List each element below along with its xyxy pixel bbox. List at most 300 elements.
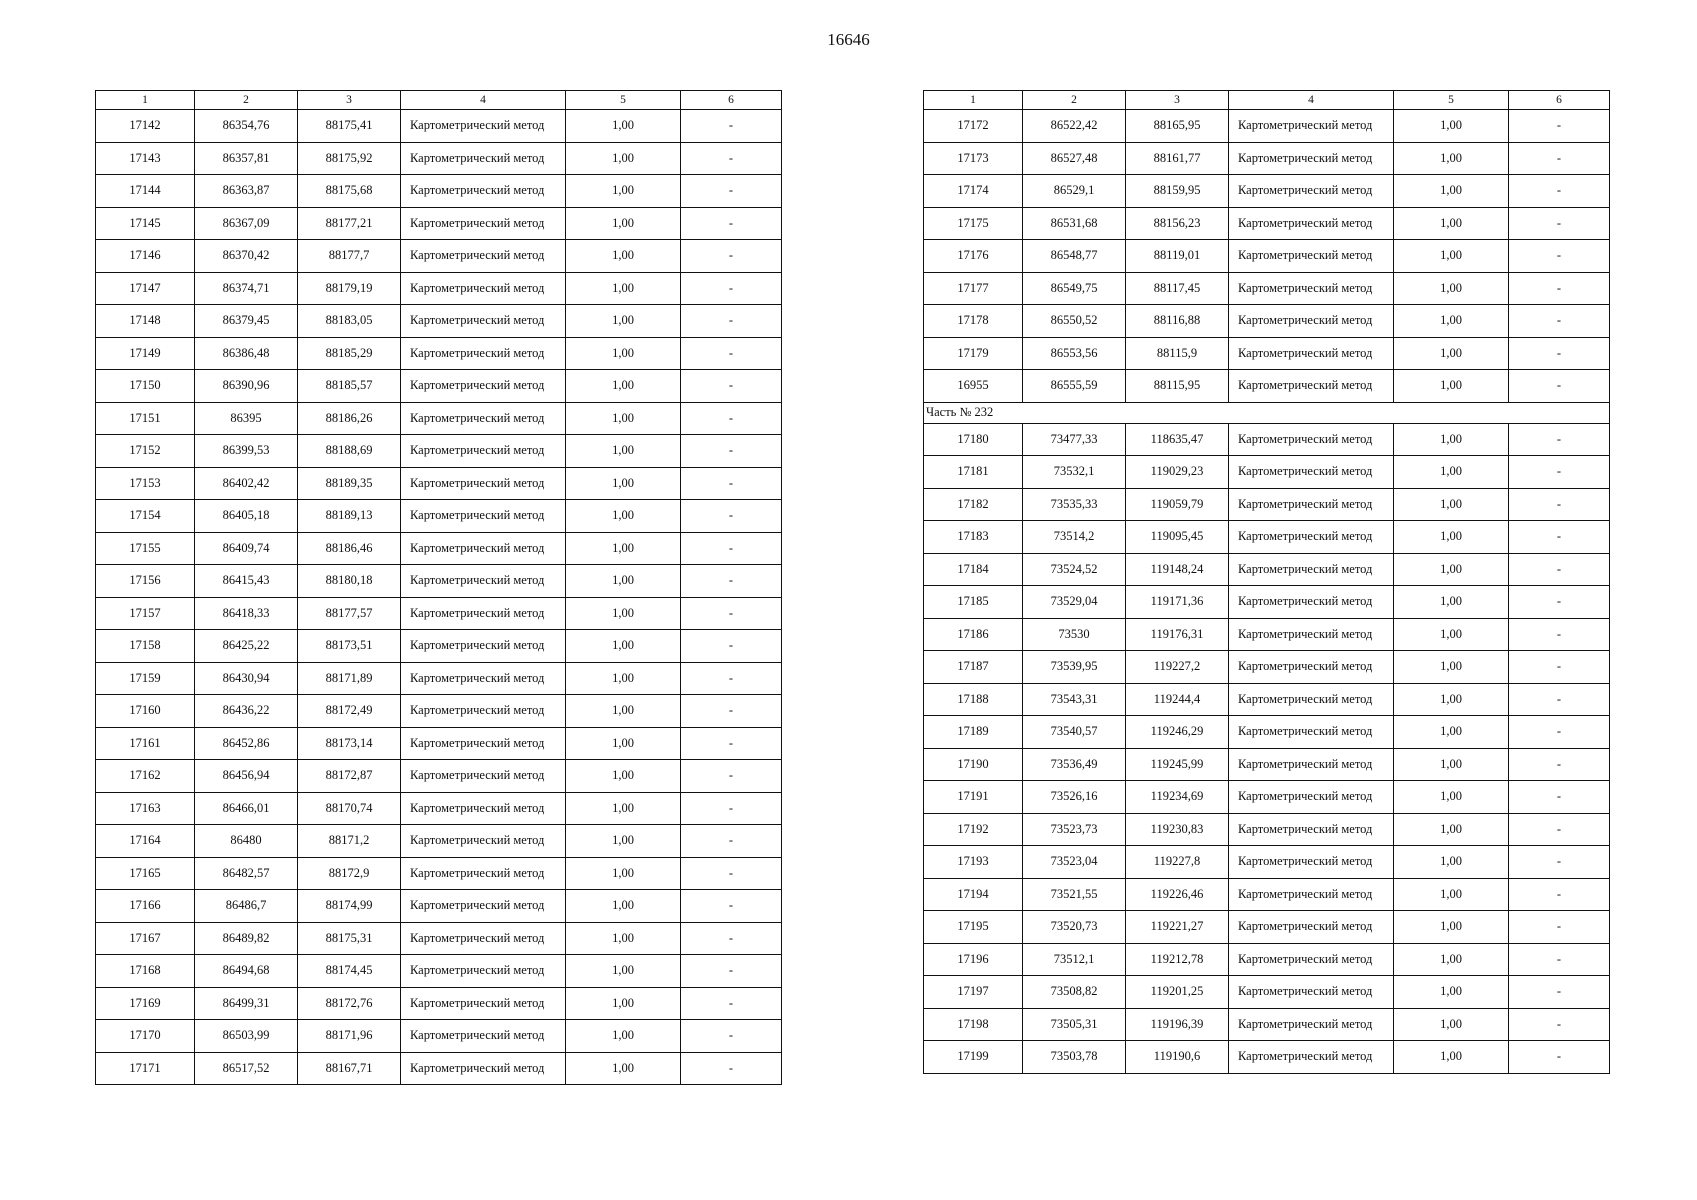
- accuracy-cell: 1,00: [1394, 272, 1509, 305]
- description-cell: -: [681, 467, 782, 500]
- accuracy-cell: 1,00: [1394, 142, 1509, 175]
- accuracy-cell: 1,00: [1394, 456, 1509, 489]
- description-cell: -: [1509, 976, 1610, 1009]
- method-cell: Картометрический метод: [1229, 911, 1394, 944]
- column-header: 6: [1509, 91, 1610, 110]
- y-coordinate-cell: 88115,9: [1126, 337, 1229, 370]
- point-number-cell: 17158: [96, 630, 195, 663]
- accuracy-cell: 1,00: [1394, 748, 1509, 781]
- method-cell: Картометрический метод: [401, 597, 566, 630]
- table-body: [924, 423, 1610, 1073]
- y-coordinate-cell: 88186,26: [298, 402, 401, 435]
- table-row: [924, 878, 1610, 911]
- point-number-cell: 17150: [96, 370, 195, 403]
- x-coordinate-cell: 86482,57: [195, 857, 298, 890]
- method-cell: Картометрический метод: [1229, 272, 1394, 305]
- y-coordinate-cell: 88177,57: [298, 597, 401, 630]
- table-row: [924, 651, 1610, 684]
- table-row: [96, 370, 782, 403]
- accuracy-cell: 1,00: [566, 987, 681, 1020]
- description-cell: -: [1509, 337, 1610, 370]
- y-coordinate-cell: 119201,25: [1126, 976, 1229, 1009]
- description-cell: -: [1509, 1008, 1610, 1041]
- x-coordinate-cell: 86489,82: [195, 922, 298, 955]
- y-coordinate-cell: 119148,24: [1126, 553, 1229, 586]
- table-row: [924, 586, 1610, 619]
- description-cell: -: [681, 370, 782, 403]
- table-row: [924, 370, 1610, 403]
- x-coordinate-cell: 73536,49: [1023, 748, 1126, 781]
- section-row: [924, 402, 1610, 423]
- accuracy-cell: 1,00: [1394, 240, 1509, 273]
- point-number-cell: 17155: [96, 532, 195, 565]
- table-row: [96, 402, 782, 435]
- method-cell: Картометрический метод: [1229, 337, 1394, 370]
- accuracy-cell: 1,00: [1394, 1008, 1509, 1041]
- x-coordinate-cell: 73540,57: [1023, 716, 1126, 749]
- accuracy-cell: 1,00: [566, 532, 681, 565]
- accuracy-cell: 1,00: [566, 435, 681, 468]
- accuracy-cell: 1,00: [1394, 911, 1509, 944]
- description-cell: -: [1509, 240, 1610, 273]
- method-cell: Картометрический метод: [401, 662, 566, 695]
- y-coordinate-cell: 88180,18: [298, 565, 401, 598]
- table-row: [924, 423, 1610, 456]
- column-header: 6: [681, 91, 782, 110]
- table-row: [96, 955, 782, 988]
- x-coordinate-cell: 73539,95: [1023, 651, 1126, 684]
- y-coordinate-cell: 88171,96: [298, 1020, 401, 1053]
- accuracy-cell: 1,00: [1394, 781, 1509, 814]
- method-cell: Картометрический метод: [1229, 651, 1394, 684]
- point-number-cell: 17187: [924, 651, 1023, 684]
- table-row: [924, 1008, 1610, 1041]
- description-cell: -: [681, 175, 782, 208]
- description-cell: -: [1509, 1041, 1610, 1074]
- point-number-cell: 17178: [924, 305, 1023, 338]
- method-cell: Картометрический метод: [1229, 553, 1394, 586]
- accuracy-cell: 1,00: [566, 175, 681, 208]
- point-number-cell: 17161: [96, 727, 195, 760]
- point-number-cell: 17169: [96, 987, 195, 1020]
- accuracy-cell: 1,00: [1394, 305, 1509, 338]
- x-coordinate-cell: 86452,86: [195, 727, 298, 760]
- table-row: [924, 553, 1610, 586]
- description-cell: -: [681, 695, 782, 728]
- method-cell: Картометрический метод: [401, 435, 566, 468]
- point-number-cell: 17184: [924, 553, 1023, 586]
- table-row: [96, 207, 782, 240]
- point-number-cell: 17183: [924, 521, 1023, 554]
- table-row: [924, 142, 1610, 175]
- description-cell: -: [1509, 207, 1610, 240]
- y-coordinate-cell: 88171,89: [298, 662, 401, 695]
- method-cell: Картометрический метод: [401, 857, 566, 890]
- description-cell: -: [681, 272, 782, 305]
- point-number-cell: 17182: [924, 488, 1023, 521]
- x-coordinate-cell: 73503,78: [1023, 1041, 1126, 1074]
- method-cell: Картометрический метод: [401, 500, 566, 533]
- accuracy-cell: 1,00: [1394, 846, 1509, 879]
- method-cell: Картометрический метод: [1229, 423, 1394, 456]
- description-cell: -: [681, 565, 782, 598]
- y-coordinate-cell: 119245,99: [1126, 748, 1229, 781]
- method-cell: Картометрический метод: [1229, 846, 1394, 879]
- accuracy-cell: 1,00: [1394, 175, 1509, 208]
- y-coordinate-cell: 88172,87: [298, 760, 401, 793]
- accuracy-cell: 1,00: [566, 597, 681, 630]
- y-coordinate-cell: 88172,76: [298, 987, 401, 1020]
- method-cell: Картометрический метод: [401, 142, 566, 175]
- y-coordinate-cell: 119190,6: [1126, 1041, 1229, 1074]
- accuracy-cell: 1,00: [566, 630, 681, 663]
- point-number-cell: 17190: [924, 748, 1023, 781]
- method-cell: Картометрический метод: [1229, 943, 1394, 976]
- x-coordinate-cell: 73521,55: [1023, 878, 1126, 911]
- y-coordinate-cell: 88119,01: [1126, 240, 1229, 273]
- description-cell: -: [681, 727, 782, 760]
- x-coordinate-cell: 73523,73: [1023, 813, 1126, 846]
- y-coordinate-cell: 119234,69: [1126, 781, 1229, 814]
- x-coordinate-cell: 73477,33: [1023, 423, 1126, 456]
- method-cell: Картометрический метод: [1229, 521, 1394, 554]
- table-row: [924, 1041, 1610, 1074]
- point-number-cell: 17147: [96, 272, 195, 305]
- table-row: [924, 748, 1610, 781]
- description-cell: -: [681, 532, 782, 565]
- point-number-cell: 17192: [924, 813, 1023, 846]
- table-row: [96, 142, 782, 175]
- description-cell: -: [681, 1020, 782, 1053]
- description-cell: -: [681, 987, 782, 1020]
- method-cell: Картометрический метод: [401, 1020, 566, 1053]
- accuracy-cell: 1,00: [566, 337, 681, 370]
- method-cell: Картометрический метод: [1229, 586, 1394, 619]
- description-cell: -: [1509, 586, 1610, 619]
- point-number-cell: 17176: [924, 240, 1023, 273]
- x-coordinate-cell: 86517,52: [195, 1052, 298, 1085]
- point-number-cell: 17170: [96, 1020, 195, 1053]
- description-cell: -: [681, 207, 782, 240]
- method-cell: Картометрический метод: [1229, 240, 1394, 273]
- y-coordinate-cell: 119221,27: [1126, 911, 1229, 944]
- accuracy-cell: 1,00: [566, 760, 681, 793]
- description-cell: -: [681, 402, 782, 435]
- accuracy-cell: 1,00: [1394, 683, 1509, 716]
- section-label: Часть № 232: [924, 402, 1610, 423]
- method-cell: Картометрический метод: [401, 987, 566, 1020]
- x-coordinate-cell: 86550,52: [1023, 305, 1126, 338]
- y-coordinate-cell: 119176,31: [1126, 618, 1229, 651]
- x-coordinate-cell: 86549,75: [1023, 272, 1126, 305]
- description-cell: -: [1509, 370, 1610, 403]
- y-coordinate-cell: 119230,83: [1126, 813, 1229, 846]
- x-coordinate-cell: 86522,42: [1023, 110, 1126, 143]
- x-coordinate-cell: 86548,77: [1023, 240, 1126, 273]
- method-cell: Картометрический метод: [1229, 456, 1394, 489]
- point-number-cell: 17162: [96, 760, 195, 793]
- table-row: [96, 1052, 782, 1085]
- point-number-cell: 17172: [924, 110, 1023, 143]
- method-cell: Картометрический метод: [1229, 748, 1394, 781]
- description-cell: -: [681, 760, 782, 793]
- point-number-cell: 17196: [924, 943, 1023, 976]
- point-number-cell: 16955: [924, 370, 1023, 403]
- method-cell: Картометрический метод: [401, 727, 566, 760]
- method-cell: Картометрический метод: [401, 370, 566, 403]
- x-coordinate-cell: 73532,1: [1023, 456, 1126, 489]
- point-number-cell: 17199: [924, 1041, 1023, 1074]
- x-coordinate-cell: 73529,04: [1023, 586, 1126, 619]
- table-row: [924, 456, 1610, 489]
- method-cell: Картометрический метод: [1229, 716, 1394, 749]
- point-number-cell: 17173: [924, 142, 1023, 175]
- method-cell: Картометрический метод: [1229, 142, 1394, 175]
- y-coordinate-cell: 88116,88: [1126, 305, 1229, 338]
- description-cell: -: [1509, 911, 1610, 944]
- x-coordinate-cell: 73543,31: [1023, 683, 1126, 716]
- y-coordinate-cell: 88175,92: [298, 142, 401, 175]
- method-cell: Картометрический метод: [1229, 976, 1394, 1009]
- page-number: 16646: [827, 30, 870, 49]
- y-coordinate-cell: 119095,45: [1126, 521, 1229, 554]
- description-cell: -: [1509, 943, 1610, 976]
- accuracy-cell: 1,00: [1394, 370, 1509, 403]
- point-number-cell: 17166: [96, 890, 195, 923]
- accuracy-cell: 1,00: [566, 825, 681, 858]
- accuracy-cell: 1,00: [1394, 618, 1509, 651]
- accuracy-cell: 1,00: [566, 370, 681, 403]
- table-row: [924, 175, 1610, 208]
- point-number-cell: 17177: [924, 272, 1023, 305]
- y-coordinate-cell: 88170,74: [298, 792, 401, 825]
- table-row: [96, 1020, 782, 1053]
- table-row: [96, 435, 782, 468]
- x-coordinate-cell: 73520,73: [1023, 911, 1126, 944]
- table-row: [96, 500, 782, 533]
- description-cell: -: [681, 435, 782, 468]
- method-cell: Картометрический метод: [401, 207, 566, 240]
- accuracy-cell: 1,00: [566, 955, 681, 988]
- description-cell: -: [1509, 813, 1610, 846]
- method-cell: Картометрический метод: [401, 890, 566, 923]
- x-coordinate-cell: 86531,68: [1023, 207, 1126, 240]
- point-number-cell: 17181: [924, 456, 1023, 489]
- accuracy-cell: 1,00: [1394, 488, 1509, 521]
- x-coordinate-cell: 86357,81: [195, 142, 298, 175]
- table-row: [924, 943, 1610, 976]
- description-cell: -: [681, 630, 782, 663]
- accuracy-cell: 1,00: [1394, 423, 1509, 456]
- x-coordinate-cell: 73508,82: [1023, 976, 1126, 1009]
- y-coordinate-cell: 88185,29: [298, 337, 401, 370]
- x-coordinate-cell: 73535,33: [1023, 488, 1126, 521]
- table-row: [96, 597, 782, 630]
- accuracy-cell: 1,00: [566, 110, 681, 143]
- description-cell: -: [681, 662, 782, 695]
- point-number-cell: 17164: [96, 825, 195, 858]
- accuracy-cell: 1,00: [1394, 110, 1509, 143]
- y-coordinate-cell: 119227,8: [1126, 846, 1229, 879]
- x-coordinate-cell: 86415,43: [195, 565, 298, 598]
- table-row: [924, 272, 1610, 305]
- point-number-cell: 17174: [924, 175, 1023, 208]
- point-number-cell: 17159: [96, 662, 195, 695]
- column-header: 1: [924, 91, 1023, 110]
- point-number-cell: 17186: [924, 618, 1023, 651]
- accuracy-cell: 1,00: [1394, 943, 1509, 976]
- point-number-cell: 17160: [96, 695, 195, 728]
- table-row: [96, 857, 782, 890]
- point-number-cell: 17157: [96, 597, 195, 630]
- table-row: [96, 922, 782, 955]
- x-coordinate-cell: 86409,74: [195, 532, 298, 565]
- y-coordinate-cell: 88167,71: [298, 1052, 401, 1085]
- x-coordinate-cell: 86379,45: [195, 305, 298, 338]
- accuracy-cell: 1,00: [1394, 207, 1509, 240]
- coordinates-table-right: [923, 90, 1610, 1074]
- description-cell: -: [681, 890, 782, 923]
- x-coordinate-cell: 86399,53: [195, 435, 298, 468]
- method-cell: Картометрический метод: [401, 467, 566, 500]
- table-row: [96, 890, 782, 923]
- point-number-cell: 17142: [96, 110, 195, 143]
- description-cell: -: [681, 240, 782, 273]
- x-coordinate-cell: 86390,96: [195, 370, 298, 403]
- column-header: 1: [96, 91, 195, 110]
- column-header: 3: [298, 91, 401, 110]
- method-cell: Картометрический метод: [401, 922, 566, 955]
- accuracy-cell: 1,00: [566, 272, 681, 305]
- accuracy-cell: 1,00: [566, 500, 681, 533]
- point-number-cell: 17171: [96, 1052, 195, 1085]
- description-cell: -: [1509, 781, 1610, 814]
- x-coordinate-cell: 86354,76: [195, 110, 298, 143]
- y-coordinate-cell: 119226,46: [1126, 878, 1229, 911]
- x-coordinate-cell: 86402,42: [195, 467, 298, 500]
- description-cell: -: [1509, 110, 1610, 143]
- point-number-cell: 17193: [924, 846, 1023, 879]
- description-cell: -: [1509, 175, 1610, 208]
- table-row: [96, 695, 782, 728]
- y-coordinate-cell: 88174,99: [298, 890, 401, 923]
- x-coordinate-cell: 73514,2: [1023, 521, 1126, 554]
- table-row: [96, 272, 782, 305]
- method-cell: Картометрический метод: [1229, 175, 1394, 208]
- description-cell: -: [681, 1052, 782, 1085]
- y-coordinate-cell: 88188,69: [298, 435, 401, 468]
- point-number-cell: 17168: [96, 955, 195, 988]
- description-cell: -: [1509, 878, 1610, 911]
- accuracy-cell: 1,00: [1394, 1041, 1509, 1074]
- description-cell: -: [1509, 716, 1610, 749]
- y-coordinate-cell: 118635,47: [1126, 423, 1229, 456]
- point-number-cell: 17191: [924, 781, 1023, 814]
- table-row: [924, 846, 1610, 879]
- method-cell: Картометрический метод: [401, 1052, 566, 1085]
- table-row: [924, 337, 1610, 370]
- method-cell: Картометрический метод: [401, 565, 566, 598]
- table-row: [96, 662, 782, 695]
- table-row: [96, 760, 782, 793]
- method-cell: Картометрический метод: [401, 240, 566, 273]
- method-cell: Картометрический метод: [1229, 370, 1394, 403]
- accuracy-cell: 1,00: [566, 792, 681, 825]
- point-number-cell: 17154: [96, 500, 195, 533]
- accuracy-cell: 1,00: [566, 240, 681, 273]
- y-coordinate-cell: 119227,2: [1126, 651, 1229, 684]
- accuracy-cell: 1,00: [566, 1052, 681, 1085]
- method-cell: Картометрический метод: [401, 955, 566, 988]
- y-coordinate-cell: 88171,2: [298, 825, 401, 858]
- point-number-cell: 17189: [924, 716, 1023, 749]
- table-row: [924, 683, 1610, 716]
- table-row: [924, 911, 1610, 944]
- x-coordinate-cell: 86480: [195, 825, 298, 858]
- y-coordinate-cell: 88161,77: [1126, 142, 1229, 175]
- table-row: [96, 532, 782, 565]
- y-coordinate-cell: 88165,95: [1126, 110, 1229, 143]
- table-row: [96, 727, 782, 760]
- x-coordinate-cell: 86499,31: [195, 987, 298, 1020]
- point-number-cell: 17149: [96, 337, 195, 370]
- accuracy-cell: 1,00: [566, 402, 681, 435]
- accuracy-cell: 1,00: [566, 467, 681, 500]
- method-cell: Картометрический метод: [401, 402, 566, 435]
- accuracy-cell: 1,00: [1394, 813, 1509, 846]
- point-number-cell: 17152: [96, 435, 195, 468]
- accuracy-cell: 1,00: [566, 1020, 681, 1053]
- x-coordinate-cell: 86503,99: [195, 1020, 298, 1053]
- accuracy-cell: 1,00: [566, 857, 681, 890]
- description-cell: -: [681, 857, 782, 890]
- table-header-row: [924, 91, 1610, 110]
- method-cell: Картометрический метод: [401, 792, 566, 825]
- column-header: 5: [1394, 91, 1509, 110]
- x-coordinate-cell: 86430,94: [195, 662, 298, 695]
- method-cell: Картометрический метод: [401, 532, 566, 565]
- x-coordinate-cell: 86494,68: [195, 955, 298, 988]
- x-coordinate-cell: 86425,22: [195, 630, 298, 663]
- description-cell: -: [681, 955, 782, 988]
- point-number-cell: 17195: [924, 911, 1023, 944]
- point-number-cell: 17198: [924, 1008, 1023, 1041]
- y-coordinate-cell: 88159,95: [1126, 175, 1229, 208]
- method-cell: Картометрический метод: [1229, 1008, 1394, 1041]
- point-number-cell: 17153: [96, 467, 195, 500]
- column-header: 4: [1229, 91, 1394, 110]
- point-number-cell: 17145: [96, 207, 195, 240]
- column-header: 2: [1023, 91, 1126, 110]
- table-row: [96, 337, 782, 370]
- y-coordinate-cell: 88172,49: [298, 695, 401, 728]
- accuracy-cell: 1,00: [1394, 878, 1509, 911]
- method-cell: Картометрический метод: [1229, 1041, 1394, 1074]
- y-coordinate-cell: 88175,41: [298, 110, 401, 143]
- x-coordinate-cell: 73526,16: [1023, 781, 1126, 814]
- description-cell: -: [681, 792, 782, 825]
- method-cell: Картометрический метод: [1229, 813, 1394, 846]
- point-number-cell: 17185: [924, 586, 1023, 619]
- y-coordinate-cell: 88175,68: [298, 175, 401, 208]
- accuracy-cell: 1,00: [566, 727, 681, 760]
- y-coordinate-cell: 88173,14: [298, 727, 401, 760]
- description-cell: -: [1509, 618, 1610, 651]
- y-coordinate-cell: 119171,36: [1126, 586, 1229, 619]
- table-row: [924, 813, 1610, 846]
- x-coordinate-cell: 86527,48: [1023, 142, 1126, 175]
- description-cell: -: [681, 337, 782, 370]
